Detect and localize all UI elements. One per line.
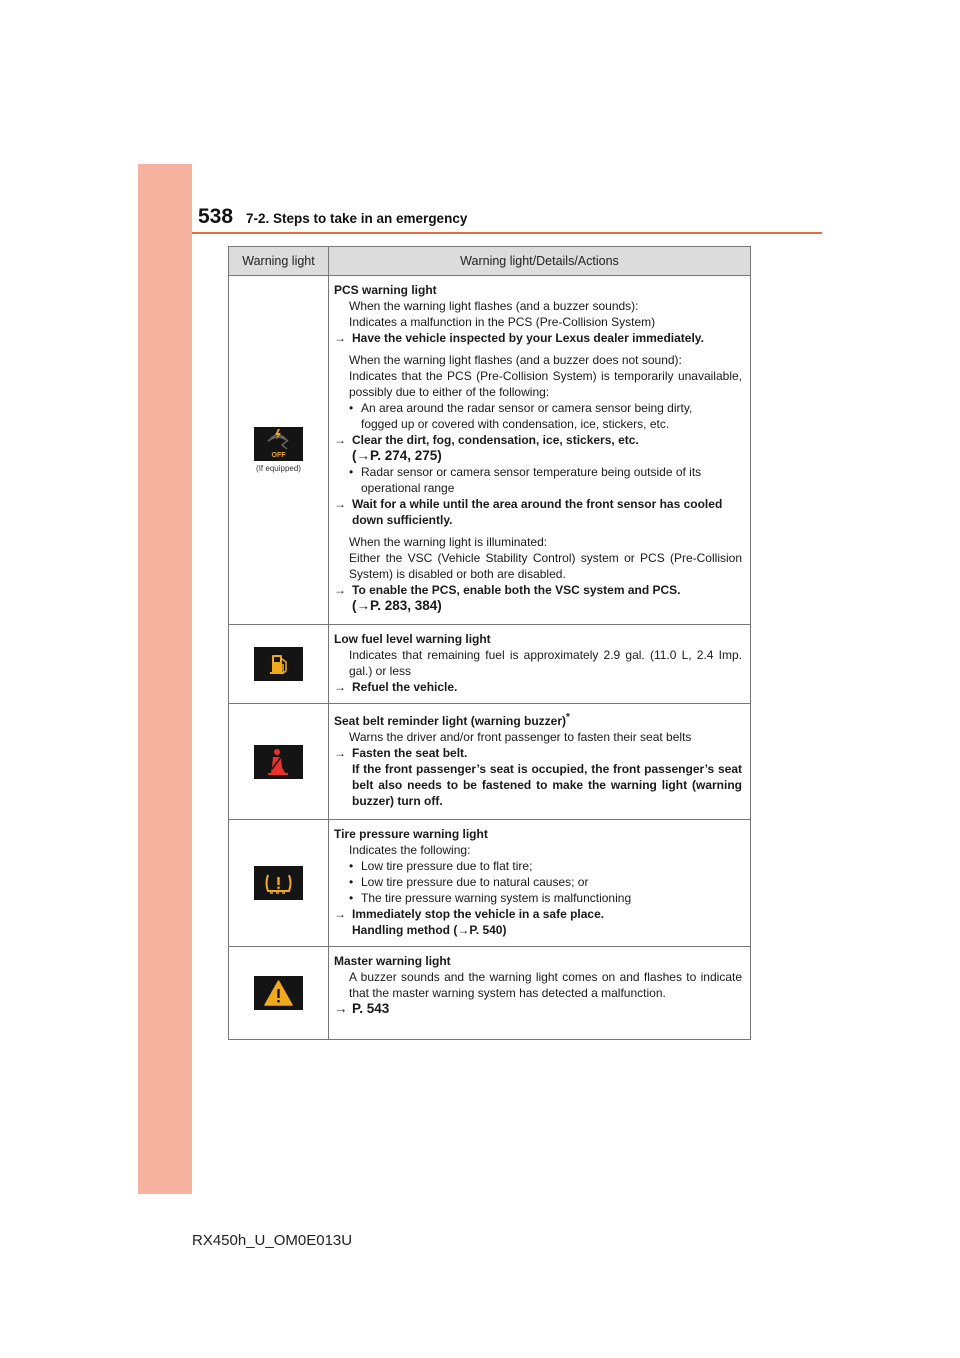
column-header-warning-light: Warning light [229,247,329,276]
details-cell-pcs [329,276,751,625]
pcs-p1-line2: Indicates a malfunction in the PCS (Pre-Collision System) [349,315,656,329]
header-rule [192,232,822,234]
pcs-p2-bullet1: • An area around the radar sensor or camera sensor being dirty, [334,400,742,416]
page-number: 538 [198,205,234,228]
pcs-p2-action1-ref: (→P. 274, 275) [352,448,442,463]
column-header-details: Warning light/Details/Actions [329,247,751,276]
seatbelt-title-text: Seat belt reminder light (warning buzzer) [334,714,567,728]
document-code: RX450h_U_OM0E013U [192,1232,353,1249]
icon-cell-fuel [229,625,329,704]
pcs-p3-line2: Either the VSC (Vehicle Stability Control) system or PCS (Pre-Collision System) is disabled or both are disabled. [349,551,742,581]
pcs-p2-action1: → Clear the dirt, fog, condensation, ice, stickers, etc. [334,432,742,448]
seatbelt-action-cont: If the front passenger’s seat is occupied, the front passenger’s seat belt also needs to be fastened to make the warning light (warning buzzer) turn off. [352,762,742,808]
pcs-p3-line1: When the warning light is illuminated: [349,535,548,549]
seatbelt-text: Warns the driver and/or front passenger to fasten their seat belts [349,730,692,744]
master-text: A buzzer sounds and the warning light comes on and flashes to indicate that the master warning system has detected a malfunction. [349,970,742,1000]
pcs-p2-bullet1-cont: fogged up or covered with condensation, ice, stickers, etc. [361,417,670,431]
fuel-title: Low fuel level warning light [334,632,491,646]
tire-action: → Immediately stop the vehicle in a safe place. [334,906,742,922]
pcs-p1-line1: When the warning light flashes (and a buzzer sounds): [349,299,639,313]
pcs-p2-bullet2: • Radar sensor or camera sensor temperature being outside of its [334,464,742,480]
tire-title: Tire pressure warning light [334,827,488,841]
pcs-p1-action: → Have the vehicle inspected by your Lexus dealer immediately. [334,330,742,346]
fuel-text: Indicates that remaining fuel is approximately 2.9 gal. (11.0 L, 2.4 Imp. gal.) or less [349,648,742,678]
pcs-p2-action2-cont: down sufficiently. [352,513,453,527]
fuel-action: → Refuel the vehicle. [334,679,742,695]
seatbelt-icon [254,745,303,779]
footnote-mark: * [566,712,570,723]
seatbelt-action: → Fasten the seat belt. [334,745,742,761]
table-row-pcs [229,276,751,625]
icon-cell-tire [229,820,329,947]
pcs-p3-ref: (→P. 283, 384) [352,598,442,613]
table-row-seatbelt [229,704,751,820]
table-header-row [229,247,751,276]
table-row-fuel [229,625,751,704]
details-cell-fuel [329,625,751,704]
details-cell-seatbelt [329,704,751,820]
pcs-p2-line1: When the warning light flashes (and a buzzer does not sound): [349,353,682,367]
table-row-tire [229,820,751,947]
section-title: 7-2. Steps to take in an emergency [246,211,468,226]
pcs-p2-line2: Indicates that the PCS (Pre-Collision System) is temporarily unavailable, possibly due to either of the following: [349,369,742,399]
tire-action-cont: Handling method (→P. 540) [352,923,507,937]
seatbelt-title [334,710,742,729]
table-row-master [229,947,751,1040]
pcs-off-icon [254,427,303,461]
icon-cell-pcs [229,276,329,625]
if-equipped-note: (If equipped) [256,464,301,473]
tire-bullet1: • Low tire pressure due to flat tire; [334,858,742,874]
master-ref: → P. 543 [334,1001,742,1017]
details-cell-tire [329,820,751,947]
tire-pressure-icon [254,866,303,900]
master-warning-icon [254,976,303,1010]
pcs-p2-action2: → Wait for a while until the area around the front sensor has cooled [334,496,742,512]
fuel-pump-icon [254,647,303,681]
tire-bullet2: • Low tire pressure due to natural causes; or [334,874,742,890]
master-title: Master warning light [334,954,451,968]
icon-cell-seatbelt [229,704,329,820]
pcs-p2-bullet2-cont: operational range [361,481,455,495]
tire-text: Indicates the following: [349,843,471,857]
warning-light-table [228,246,751,1040]
tire-bullet3: • The tire pressure warning system is malfunctioning [334,890,742,906]
details-cell-master [329,947,751,1040]
pcs-title: PCS warning light [334,283,437,297]
svg-text:OFF: OFF [271,452,286,459]
pcs-p3-action: → To enable the PCS, enable both the VSC system and PCS. [334,582,742,598]
side-color-bar [138,164,192,1194]
icon-cell-master [229,947,329,1040]
